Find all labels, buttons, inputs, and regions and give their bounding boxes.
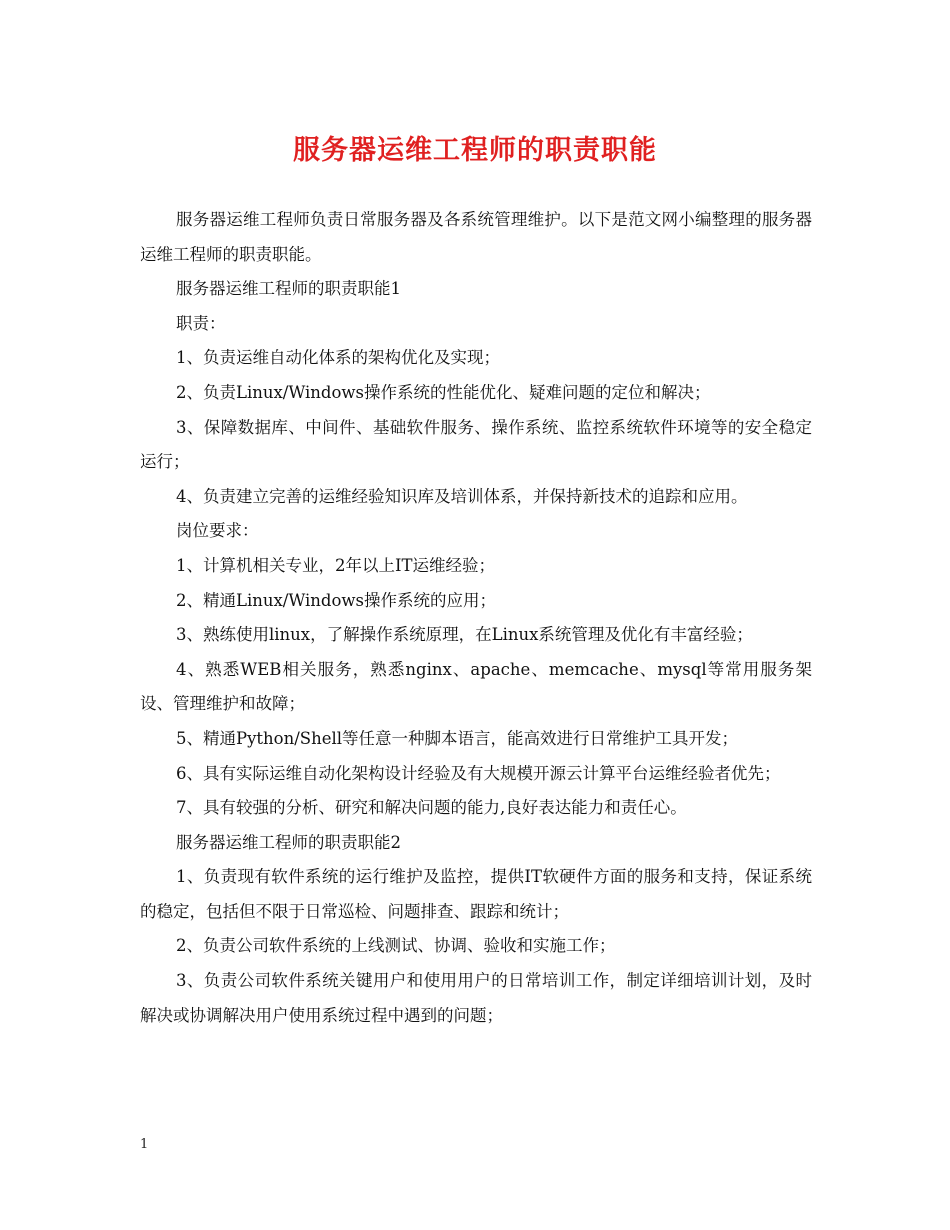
list-item: 4、熟悉WEB相关服务，熟悉nginx、apache、memcache、mysql等常用服务架设、管理维护和故障；	[140, 659, 812, 714]
section-heading-1: 服务器运维工程师的职责职能1	[176, 279, 401, 299]
list-item: 4、负责建立完善的运维经验知识库及培训体系，并保持新技术的追踪和应用。	[176, 486, 748, 506]
list-item: 1、计算机相关专业，2年以上IT运维经验；	[176, 555, 496, 575]
list-item: 5、精通Python/Shell等任意一种脚本语言，能高效进行日常维护工具开发；	[176, 728, 739, 748]
requirements-label: 岗位要求：	[176, 521, 259, 541]
list-item: 2、精通Linux/Windows操作系统的应用；	[176, 590, 497, 610]
intro-paragraph: 服务器运维工程师负责日常服务器及各系统管理维护。以下是范文网小编整理的服务器运维工程师的职责职能。	[140, 210, 812, 264]
list-item: 2、负责Linux/Windows操作系统的性能优化、疑难问题的定位和解决；	[176, 382, 711, 402]
list-item: 6、具有实际运维自动化架构设计经验及有大规模开源云计算平台运维经验者优先；	[176, 763, 781, 783]
section-heading-2: 服务器运维工程师的职责职能2	[176, 832, 401, 852]
document-title: 服务器运维工程师的职责职能	[293, 135, 657, 166]
list-item: 3、保障数据库、中间件、基础软件服务、操作系统、监控系统软件环境等的安全稳定运行；	[140, 417, 812, 472]
list-item: 7、具有较强的分析、研究和解决问题的能力,良好表达能力和责任心。	[176, 798, 687, 818]
document-body	[140, 203, 812, 1033]
list-item: 1、负责现有软件系统的运行维护及监控，提供IT软硬件方面的服务和支持，保证系统的稳定，包括但不限于日常巡检、问题排查、跟踪和统计；	[140, 867, 812, 921]
page-number: 1	[140, 1137, 149, 1152]
list-item: 1、负责运维自动化体系的架构优化及实现；	[176, 348, 500, 368]
responsibilities-label: 职责：	[176, 313, 226, 333]
list-item: 3、熟练使用linux，了解操作系统原理，在Linux系统管理及优化有丰富经验；	[176, 625, 753, 645]
list-item: 2、负责公司软件系统的上线测试、协调、验收和实施工作；	[176, 936, 616, 956]
list-item: 3、负责公司软件系统关键用户和使用用户的日常培训工作，制定详细培训计划，及时解决或协调解决用户使用系统过程中遇到的问题；	[140, 971, 812, 1025]
